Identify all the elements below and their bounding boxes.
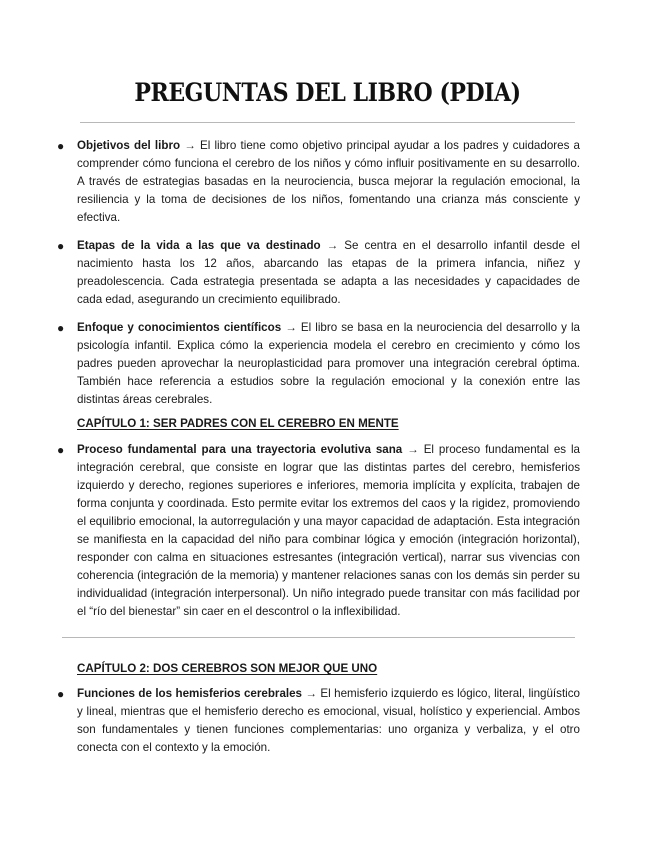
intro-list	[55, 137, 580, 409]
title-divider	[80, 122, 575, 123]
list-item	[55, 441, 580, 621]
page-title: PREGUNTAS DEL LIBRO (PDIA)	[134, 78, 521, 107]
chapter-1-list	[55, 441, 580, 621]
chapter-2-heading: CAPÍTULO 2: DOS CEREBROS SON MEJOR QUE UNO	[77, 662, 378, 675]
bullet-icon: ●	[57, 139, 65, 153]
item-heading: Funciones de los hemisferios cerebrales	[77, 687, 303, 700]
list-item	[55, 137, 580, 227]
chapter-1-heading: CAPÍTULO 1: SER PADRES CON EL CEREBRO EN MENTE	[77, 417, 399, 430]
bullet-icon: ●	[57, 443, 65, 457]
item-text: → Se centra en el desarrollo infantil desde el nacimiento hasta los 12 años, abarcando las etapas de la primera infancia, niñez y preadolescencia. Cada estrategia presentada se adapta a las necesidades y capacidades de cada edad, asegurando un crecimiento equilibrado.	[77, 239, 580, 306]
item-heading: Enfoque y conocimientos científicos	[77, 321, 282, 334]
bullet-icon: ●	[57, 239, 65, 253]
item-text: → El hemisferio izquierdo es lógico, literal, lingüístico y lineal, mientras que el hemisferio derecho es emocional, visual, holístico y experiencial. Ambos son fundamentales y tienen funciones complementarias: uno organiza y verbaliza, y el otro conecta con el contexto y la emoción.	[77, 687, 580, 754]
item-heading: Proceso fundamental para una trayectoria evolutiva sana	[77, 443, 403, 456]
list-item	[55, 319, 580, 409]
list-item	[55, 237, 580, 309]
item-text: → El libro tiene como objetivo principal ayudar a los padres y cuidadores a comprender cómo funciona el cerebro de los niños y cómo influir positivamente en su desarrollo. A través de estrategias basadas en la neurociencia, busca mejorar la regulación emocional, la resiliencia y la toma de decisiones de los niños, fomentando una crianza más consciente y efectiva.	[77, 139, 580, 224]
item-text: → El libro se basa en la neurociencia del desarrollo y la psicología infantil. Explica cómo la experiencia modela el cerebro en crecimiento y cómo los padres pueden aprovechar la neuroplasticidad para promover una integración cerebral óptima. También hace referencia a estudios sobre la regulación emocional y la conexión entre las distintas áreas cerebrales.	[77, 321, 580, 406]
bullet-icon: ●	[57, 687, 65, 701]
bullet-icon: ●	[57, 321, 65, 335]
item-heading: Objetivos del libro	[77, 139, 181, 152]
section-divider	[62, 637, 575, 638]
item-heading: Etapas de la vida a las que va destinado	[77, 239, 321, 252]
list-item	[55, 685, 580, 757]
item-text: → El proceso fundamental es la integración cerebral, que consiste en lograr que las distintas partes del cerebro, hemisferios izquierdo y derecho, regiones superiores e inferiores, memoria implícita y explícita, trabajen de forma conjunta y coordinada. Esto permite evitar los extremos del caos y la rigidez, promoviendo el equilibrio emocional, la autorregulación y una mayor capacidad de adaptación. Esta integración se manifiesta en la capacidad del niño para combinar lógica y emoción (integración horizontal), responder con calma en situaciones estresantes (integración vertical), narrar sus vivencias con coherencia (integración de la memoria) y mantener relaciones sanas con los demás sin perder su individualidad (integración interpersonal). Un niño integrado puede transitar con más facilidad por el “río del bienestar” sin caer en el descontrol o la inflexibilidad.	[77, 443, 580, 618]
chapter-2-list	[55, 685, 580, 757]
